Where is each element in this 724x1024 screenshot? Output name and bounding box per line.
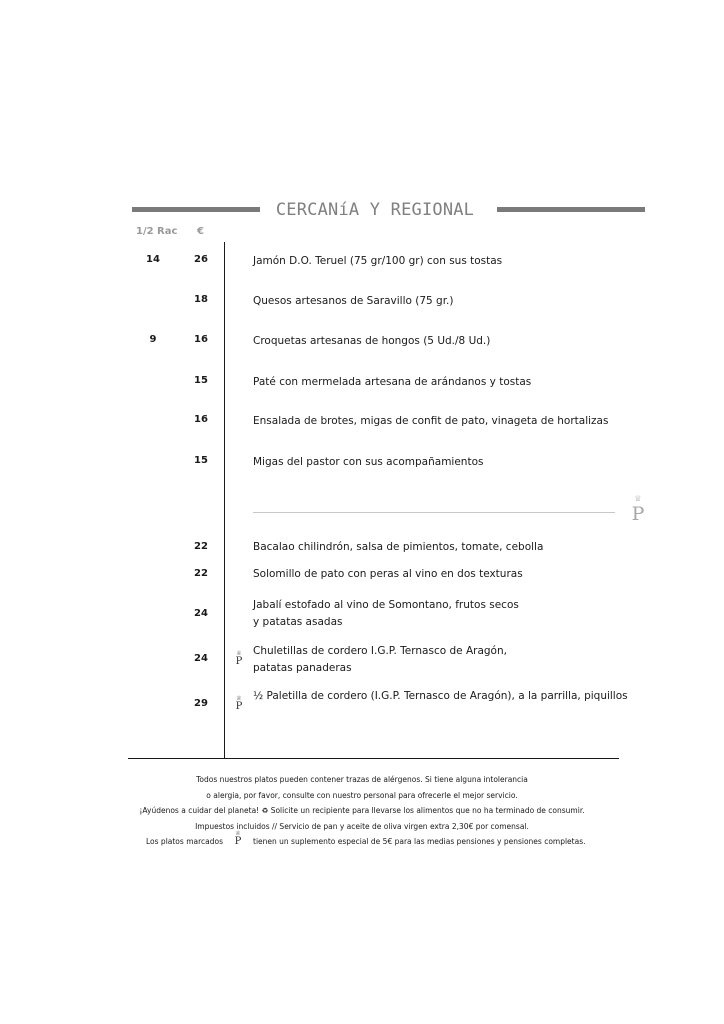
tax-bread-notice: Impuestos incluidos // Servicio de pan y aceite de oliva virgen extra 2,30€ por comensal. — [195, 822, 529, 831]
allergen-notice-continued: o alergia, por favor, consulte con nuestro personal para ofrecerle el mejor servicio. — [206, 791, 518, 800]
column-divider — [224, 242, 225, 758]
column-header-price: € — [197, 226, 204, 237]
crown-icon: ♕ — [236, 650, 242, 657]
header-rule-left — [132, 207, 260, 212]
restaurant-logo — [624, 495, 652, 529]
dish-name-continued: patatas panaderas — [253, 662, 352, 674]
dish-name: Paté con mermelada artesana de arándanos y tostas — [253, 376, 532, 388]
sustainability-notice — [0, 806, 724, 815]
full-portion-price: 18 — [194, 294, 208, 305]
half-portion-price: 9 — [149, 334, 157, 345]
column-header-half: 1/2 Rac — [136, 226, 178, 237]
mark-letter: P — [235, 656, 243, 667]
full-portion-price: 15 — [194, 455, 208, 466]
dish-name-continued: y patatas asadas — [253, 616, 343, 628]
recycle-icon: ♻ — [261, 806, 269, 815]
mark-letter: P — [234, 836, 242, 847]
dish-name: Croquetas artesanas de hongos (5 Ud./8 Ud.) — [253, 335, 491, 347]
dish-name: Jamón D.O. Teruel (75 gr/100 gr) con sus tostas — [253, 255, 503, 267]
full-portion-price: 24 — [194, 653, 208, 664]
section-separator — [253, 512, 615, 513]
crown-icon: ♕ — [236, 695, 242, 702]
bottom-rule — [128, 758, 619, 759]
sustainability-heading: ¡Ayúdenos a cuidar del planeta! — [139, 806, 260, 815]
dish-name: Jabalí estofado al vino de Somontano, frutos secos — [253, 599, 519, 611]
dish-name: Chuletillas de cordero I.G.P. Ternasco de Aragón, — [253, 645, 507, 657]
full-portion-price: 16 — [194, 414, 208, 425]
full-portion-price: 26 — [194, 254, 208, 265]
dish-name: ½ Paletilla de cordero (I.G.P. Ternasco de Aragón), a la parrilla, piquillos — [253, 690, 628, 702]
dish-name: Solomillo de pato con peras al vino en dos texturas — [253, 568, 523, 580]
dish-name: Migas del pastor con sus acompañamientos — [253, 456, 484, 468]
half-portion-price: 14 — [146, 254, 160, 265]
full-portion-price: 24 — [194, 608, 208, 619]
crown-icon: ♕ — [634, 494, 642, 503]
mark-letter: P — [235, 701, 243, 712]
dish-name: Bacalao chilindrón, salsa de pimientos, tomate, cebolla — [253, 541, 544, 553]
supplement-mark — [233, 697, 245, 713]
sustainability-text: Solicite un recipiente para llevarse los alimentos que no ha terminado de consumir. — [270, 806, 585, 815]
dish-name: Ensalada de brotes, migas de confit de pato, vinageta de hortalizas — [253, 415, 609, 427]
full-portion-price: 16 — [194, 334, 208, 345]
crown-icon: ♕ — [235, 830, 241, 837]
supplement-notice-label: Los platos marcados — [146, 837, 223, 846]
dish-name: Quesos artesanos de Saravillo (75 gr.) — [253, 295, 454, 307]
full-portion-price: 22 — [194, 541, 208, 552]
header-rule-right — [497, 207, 645, 212]
logo-letter: P — [631, 503, 645, 525]
full-portion-price: 29 — [194, 698, 208, 709]
section-title: CERCANíA Y REGIONAL — [275, 200, 475, 220]
full-portion-price: 15 — [194, 375, 208, 386]
allergen-notice: Todos nuestros platos pueden contener trazas de alérgenos. Si tiene alguna intolerancia — [196, 775, 528, 784]
supplement-mark — [232, 832, 244, 848]
supplement-mark — [233, 652, 245, 668]
full-portion-price: 22 — [194, 568, 208, 579]
supplement-notice-text: tienen un suplemento especial de 5€ para las medias pensiones y pensiones completas. — [253, 837, 586, 846]
